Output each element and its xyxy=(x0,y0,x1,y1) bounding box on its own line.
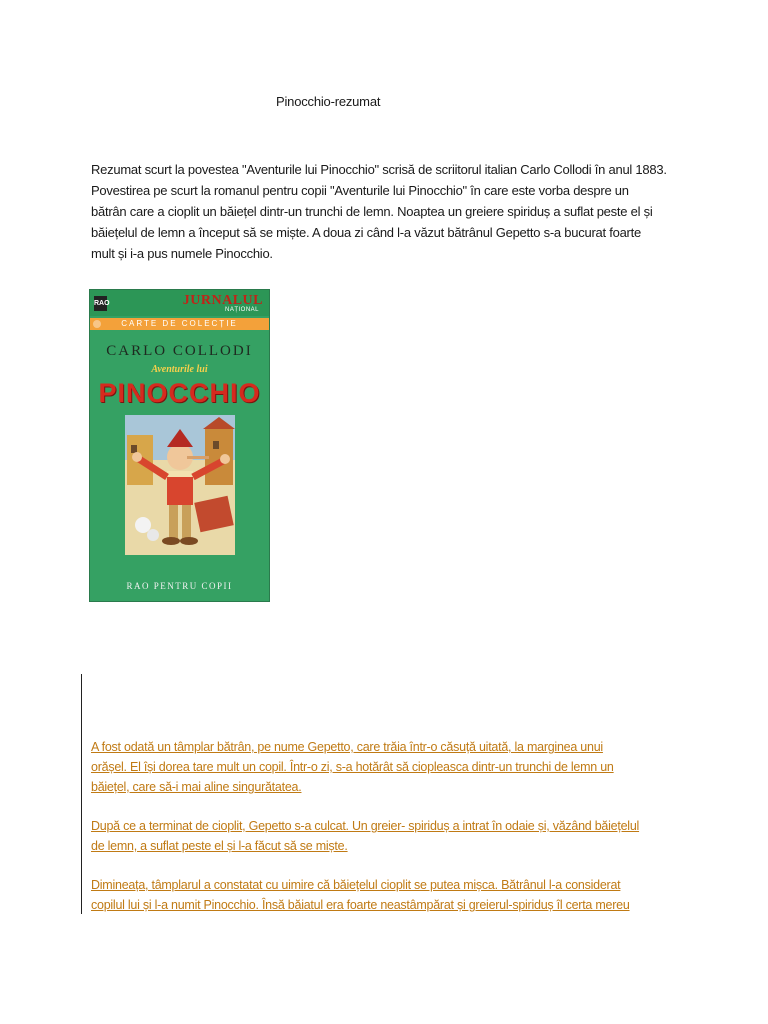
pinocchio-illustration-icon xyxy=(125,415,235,555)
story-line: copilul lui și l-a numit Pinocchio. Însă băiatul era foarte neastâmpărat și greierul-spiriduș îl certa mereu xyxy=(91,898,630,912)
series-dot-icon xyxy=(93,320,101,328)
cover-footer: RAO PENTRU COPII xyxy=(126,581,233,591)
intro-line: băiețelul de lemn a început să se miște. A doua zi când l-a văzut bătrânul Gepetto s-a bucurat foarte xyxy=(91,225,641,240)
intro-line: bătrân care a cioplit un băiețel dintr-un trunchi de lemn. Noaptea un greiere spiriduș a suflat peste el și xyxy=(91,204,653,219)
story-paragraph xyxy=(91,737,691,797)
story-line: băiețel, care să-i mai aline singurătatea. xyxy=(91,780,302,794)
story-paragraph xyxy=(91,875,691,915)
cover-brand: JURNALUL xyxy=(182,293,263,308)
story-line: A fost odată un tâmplar bătrân, pe nume Gepetto, care trăia într-o căsuță uitată, la marginea unui xyxy=(91,740,603,754)
publisher-logo: RAO xyxy=(94,296,107,311)
intro-paragraph xyxy=(91,159,701,264)
cover-brand-sub: NAȚIONAL xyxy=(224,307,259,313)
cover-series-band: CARTE DE COLECȚIE xyxy=(90,318,269,330)
cover-subtitle: Aventurile lui xyxy=(151,364,208,375)
intro-line: Rezumat scurt la povestea "Aventurile lui Pinocchio" scrisă de scriitorul italian Carlo Collodi în anul 1883. xyxy=(91,162,667,177)
story-line: După ce a terminat de cioplit, Gepetto s-a culcat. Un greier- spiriduș a intrat în odaie și, văzând băiețelul xyxy=(91,819,640,833)
story-paragraph xyxy=(91,816,691,856)
margin-rule xyxy=(81,674,82,914)
cover-title: PINOCCHIO xyxy=(98,378,261,408)
book-cover-image xyxy=(90,290,269,601)
story-line: Dimineața, tâmplarul a constatat cu uimire că băiețelul cioplit se putea mișca. Bătrânul l-a considerat xyxy=(91,878,621,892)
page-title: Pinocchio-rezumat xyxy=(276,94,381,109)
intro-line: Povestirea pe scurt la romanul pentru copii "Aventurile lui Pinocchio" în care este vorba despre un xyxy=(91,183,629,198)
story-line: de lemn, a suflat peste el și l-a făcut să se miște. xyxy=(91,839,348,853)
story-text xyxy=(91,737,691,934)
cover-author: CARLO COLLODI xyxy=(106,343,253,359)
intro-line: mult și i-a pus numele Pinocchio. xyxy=(91,246,273,261)
story-line: orășel. El își dorea tare mult un copil. Într-o zi, s-a hotărât să ciopleasca dintr-un trunchi de lemn un xyxy=(91,760,614,774)
